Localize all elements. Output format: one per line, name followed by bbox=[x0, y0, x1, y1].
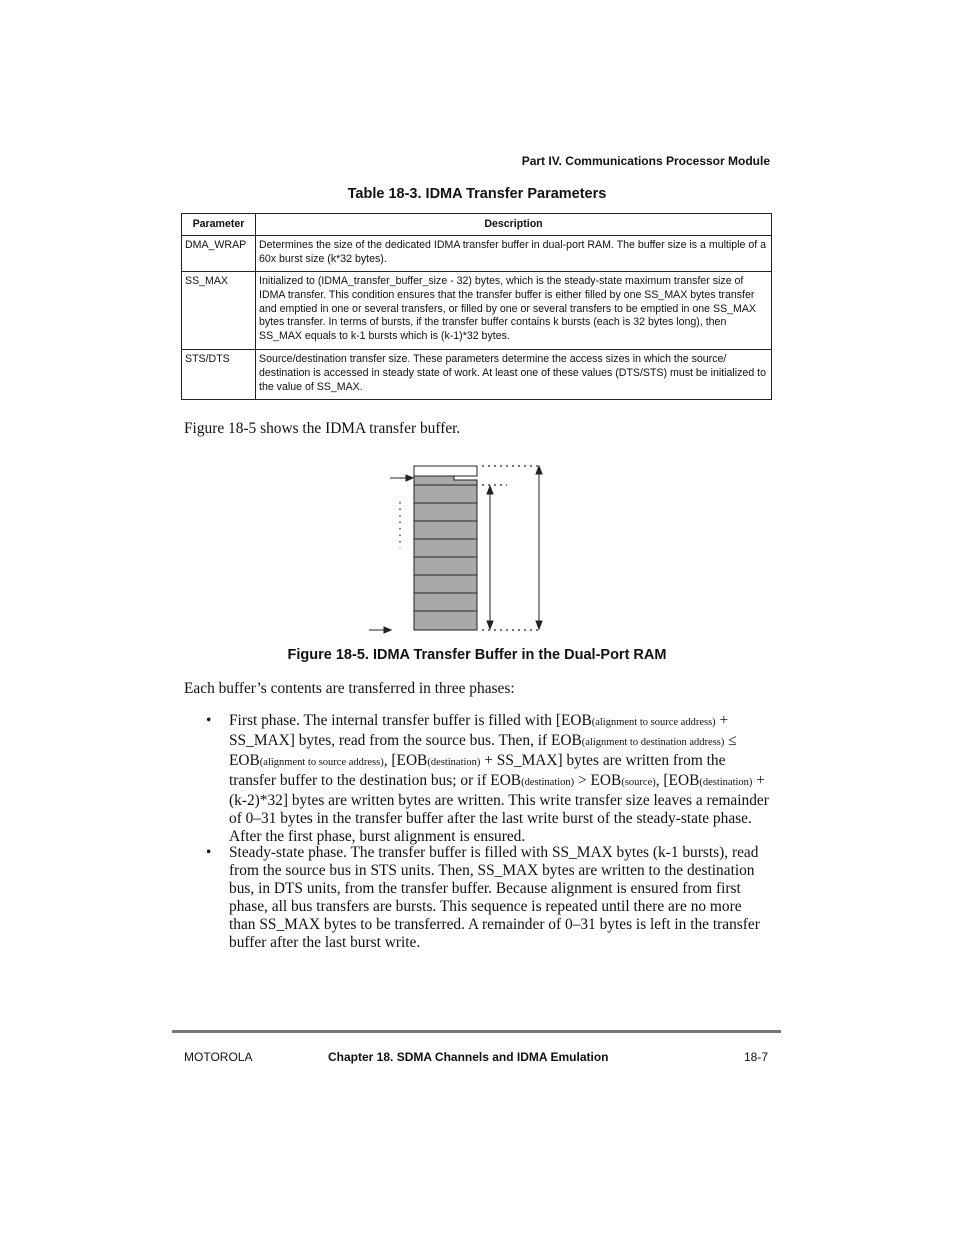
desc-cell: Determines the size of the dedicated IDMA transfer buffer in dual-port RAM. The buffer size is a multiple of a 60x burst size (k*32 bytes). bbox=[256, 236, 772, 272]
desc-cell: Source/destination transfer size. These parameters determine the access sizes in which the source/ destination is accessed in steady state of work. At least one of these values (DTS/STS) must be initialized to the value of SS_MAX. bbox=[256, 350, 772, 400]
text-run: > EOB bbox=[574, 772, 622, 789]
column-header-description: Description bbox=[256, 214, 772, 236]
text-run: ≤ EOB bbox=[229, 732, 737, 769]
phases-intro-paragraph: Each buffer’s contents are transferred in three phases: bbox=[184, 680, 515, 697]
table-row bbox=[182, 350, 772, 400]
pointer-arrow-top bbox=[390, 475, 413, 481]
running-head: Part IV. Communications Processor Module bbox=[521, 154, 770, 168]
buffer-slot bbox=[414, 611, 477, 630]
subscript-text: (destination) bbox=[521, 777, 575, 788]
ss-max-span-arrow bbox=[487, 486, 493, 629]
buffer-slot bbox=[414, 539, 477, 557]
pointer-arrow-bottom bbox=[369, 627, 391, 633]
text-run: + SS_MAX] bytes, read from the source bus. Then, if EOB bbox=[229, 712, 729, 749]
desc-cell: Initialized to (IDMA_transfer_buffer_size - 32) bytes, which is the steady-state maximum transfer size of IDMA transfer. This condition ensures that the transfer buffer is either filled by one SS_MAX bytes transfer and emptied in one or several transfers, or filled by one or several transfers to be emptied in one SS_MAX bytes transfer. In terms of bursts, if the transfer buffer contains k bursts (each is 32 bytes long), then SS_MAX equals to k-1 bursts which is (k-1)*32 bytes. bbox=[256, 272, 772, 350]
subscript-text: (alignment to source address) bbox=[259, 757, 384, 768]
buffer-slot bbox=[414, 575, 477, 593]
bullet-marker: • bbox=[206, 712, 212, 729]
subscript-text: (alignment to source address) bbox=[591, 717, 716, 728]
column-header-parameter: Parameter bbox=[182, 214, 256, 236]
figure-caption: Figure 18-5. IDMA Transfer Buffer in the Dual-Port RAM bbox=[287, 647, 667, 663]
subscript-text: (source) bbox=[621, 777, 656, 788]
param-cell: DMA_WRAP bbox=[182, 236, 256, 272]
footer-rule bbox=[172, 1030, 781, 1033]
table-row bbox=[182, 272, 772, 350]
param-cell: SS_MAX bbox=[182, 272, 256, 350]
footer-chapter-title: Chapter 18. SDMA Channels and IDMA Emulation bbox=[328, 1050, 609, 1064]
subscript-text: (destination) bbox=[427, 757, 481, 768]
table-row bbox=[182, 236, 772, 272]
subscript-text: (alignment to destination address) bbox=[581, 737, 725, 748]
transfer-buffer-diagram bbox=[360, 458, 560, 638]
buffer-top-band bbox=[414, 466, 477, 476]
buffer-slot bbox=[414, 521, 477, 539]
text-run: + (k-2)*32] bytes are written bytes are written. This write transfer size leaves a remainder of 0–31 bytes in the transfer buffer after the last write burst of the steady-state phase. After the first phase, burst alignment is ensured. bbox=[229, 772, 769, 845]
buffer-partial-slot bbox=[414, 476, 477, 485]
figure-intro-paragraph: Figure 18-5 shows the IDMA transfer buffer. bbox=[184, 420, 461, 437]
subscript-text: (destination) bbox=[699, 777, 753, 788]
table-header-row bbox=[182, 214, 772, 236]
buffer-slot bbox=[414, 503, 477, 521]
param-cell: STS/DTS bbox=[182, 350, 256, 400]
footer-page-number: 18-7 bbox=[743, 1050, 768, 1064]
buffer-slot bbox=[414, 485, 477, 503]
bullet-text bbox=[229, 712, 769, 846]
text-run: , [EOB bbox=[655, 772, 700, 789]
text-run: First phase. The internal transfer buffer is filled with [EOB bbox=[229, 712, 592, 729]
buffer-slot bbox=[414, 593, 477, 611]
parameters-table bbox=[181, 213, 772, 400]
footer-publisher: MOTOROLA bbox=[184, 1050, 253, 1064]
table-title: Table 18-3. IDMA Transfer Parameters bbox=[347, 186, 607, 202]
bullet-text: Steady-state phase. The transfer buffer is filled with SS_MAX bytes (k-1 bursts), read from the source bus in STS units. Then, SS_MAX bytes are written to the destination bus, in DTS units, from the transfer buffer. Because alignment is ensured from first phase, all bus transfers are bursts. This sequence is repeated until there are no more than SS_MAX bytes to be transferred. A remainder of 0–31 bytes is left in the transfer buffer after the last burst write. bbox=[229, 844, 760, 951]
text-run: + SS_MAX] bytes are written from the transfer buffer to the destination bus; or if EOB bbox=[229, 752, 726, 789]
buffer-size-span-arrow bbox=[536, 466, 542, 629]
buffer-slot bbox=[414, 557, 477, 575]
bullet-marker: • bbox=[206, 844, 212, 861]
text-run: , [EOB bbox=[383, 752, 428, 769]
